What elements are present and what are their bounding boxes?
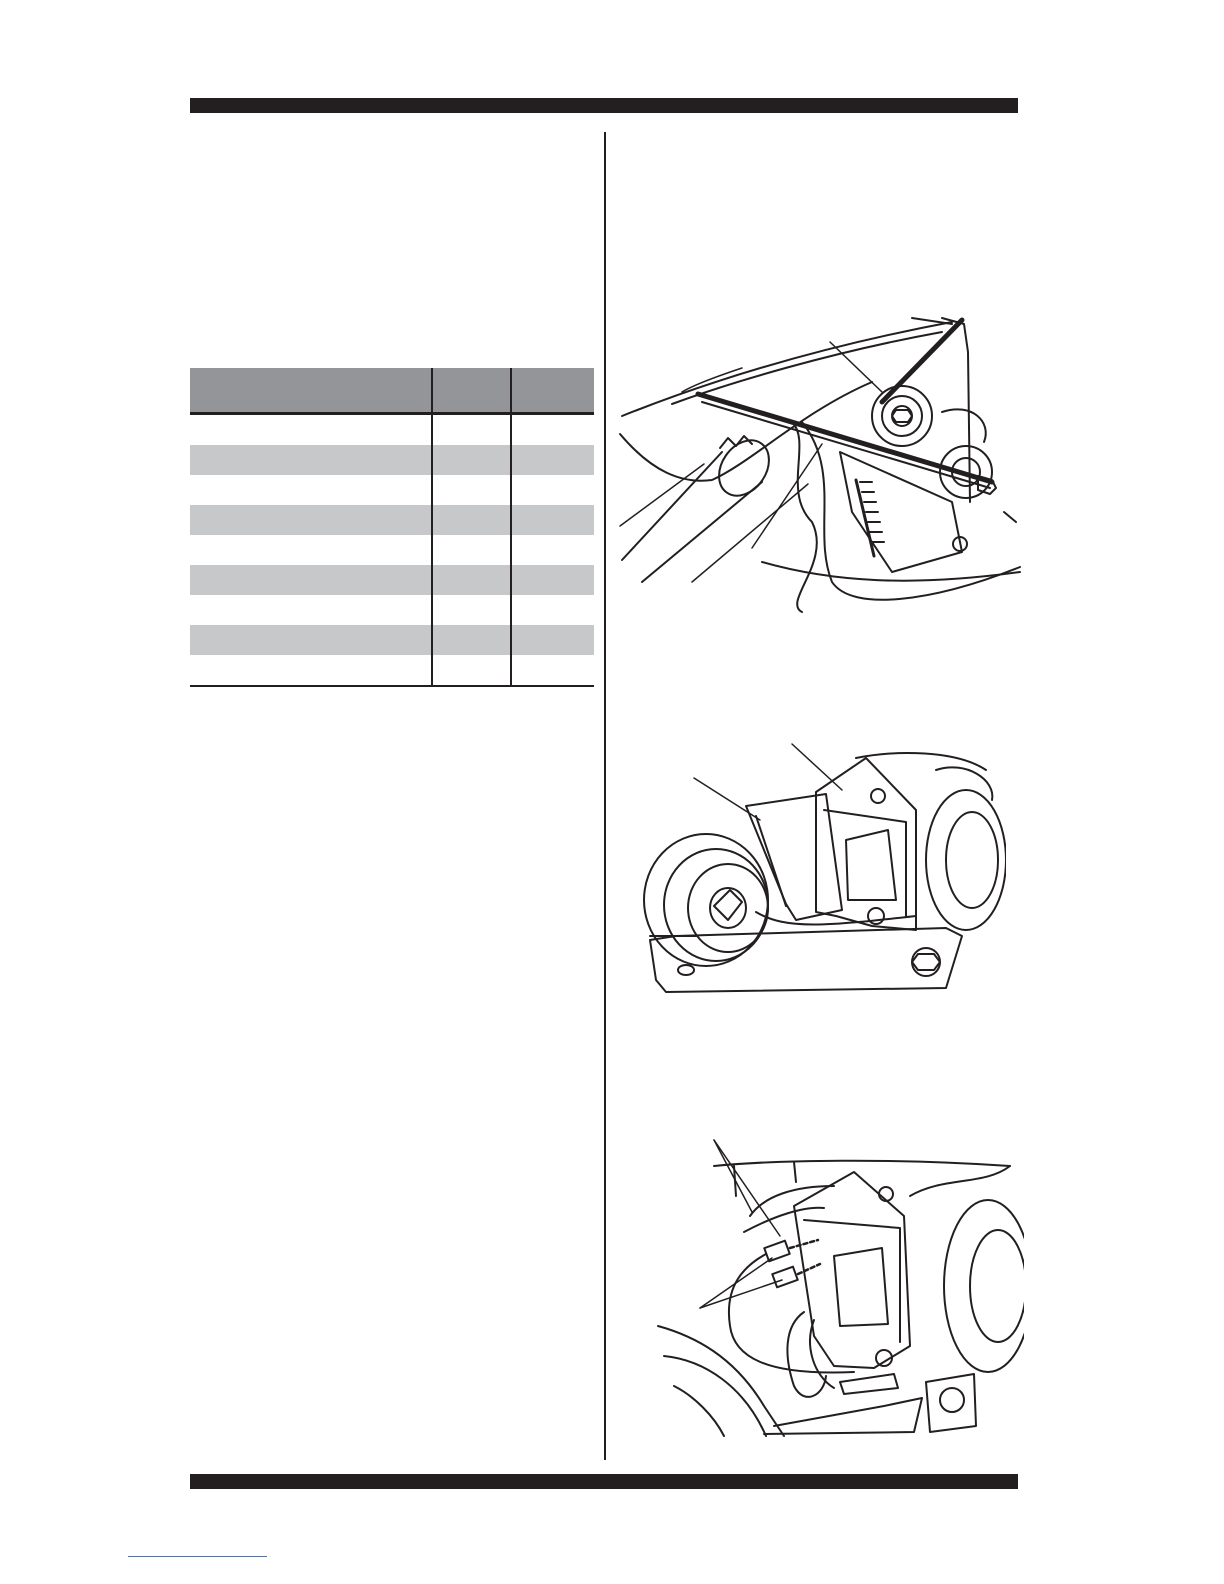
switch-wiring-connectors-figure bbox=[654, 1136, 1024, 1450]
table-row bbox=[190, 625, 594, 655]
table-row bbox=[190, 535, 594, 565]
spec-table bbox=[190, 368, 594, 687]
spec-table-bottom-rule bbox=[190, 685, 594, 687]
table-row bbox=[190, 505, 594, 535]
footer-rule bbox=[190, 1474, 1018, 1489]
table-row bbox=[190, 655, 594, 685]
table-row bbox=[190, 565, 594, 595]
spec-table-header bbox=[190, 368, 594, 415]
header-rule bbox=[190, 98, 1018, 113]
table-row bbox=[190, 475, 594, 505]
column-divider bbox=[604, 132, 606, 1460]
table-row bbox=[190, 415, 594, 445]
table-row bbox=[190, 595, 594, 625]
belt-and-idler-pulley-figure bbox=[612, 312, 1024, 622]
table-row bbox=[190, 445, 594, 475]
motor-switch-bracket-figure bbox=[636, 740, 1006, 1000]
footer-link-underline[interactable] bbox=[128, 1556, 267, 1557]
